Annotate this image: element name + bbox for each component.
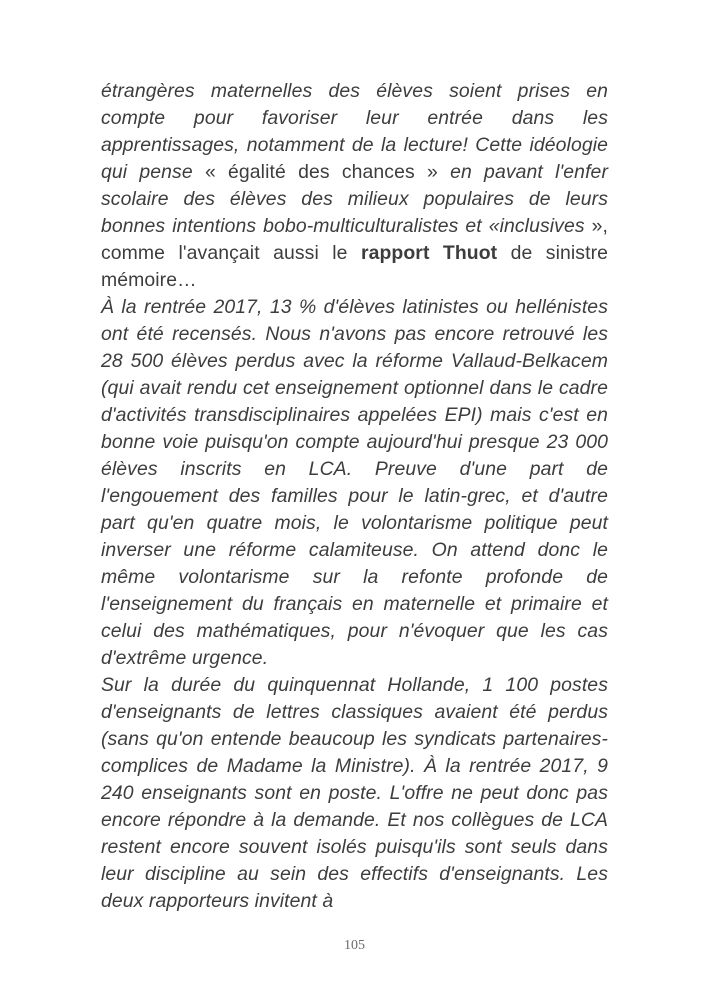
text-segment-roman: », comme l'avançait aussi le <box>101 215 609 264</box>
text-segment-bold: rapport Thuot <box>360 242 498 264</box>
paragraph <box>101 294 608 672</box>
text-segment-italic: Sur la durée du quinquennat Hollande, 1 100 postes d'enseignants de lettres classiques avaient été perdus (sans qu'on entende beaucoup les syndicats partenaires-complices de Madame la Ministre). À la rentrée 2017, 9 240 enseignants sont en poste. L'offre ne peut donc pas encore répondre à la demande. Et nos collègues de LCA restent encore souvent isolés puisqu'ils sont seuls dans leur discipline au sein des effectifs d'enseignants. Les deux rapporteurs invitent à <box>101 674 608 912</box>
text-segment-italic: étrangères maternelles des élèves soient prises en compte pour favoriser leur entrée dans les apprentissages, notamment de la lecture! Cette idéologie qui pense <box>101 80 608 183</box>
paragraph <box>101 78 608 294</box>
text-segment-italic: en pavant l'enfer scolaire des élèves des milieux populaires de leurs bonnes intentions bobo-multiculturalistes et «inclusives <box>101 161 608 237</box>
text-segment-roman: de sinistre mémoire… <box>101 242 609 291</box>
text-segment-roman: « égalité des chances » <box>204 161 438 183</box>
page-body-text <box>101 78 608 915</box>
paragraph <box>101 672 608 915</box>
page-number: 105 <box>344 938 365 953</box>
text-segment-italic: À la rentrée 2017, 13 % d'élèves latinistes ou hellénistes ont été recensés. Nous n'avons pas encore retrouvé les 28 500 élèves perdus avec la réforme Vallaud-Belkacem (qui avait rendu cet enseignement optionnel dans le cadre d'activités transdisciplinaires appelées EPI) mais c'est en bonne voie puisqu'on compte aujourd'hui presque 23 000 élèves inscrits en LCA. Preuve d'une part de l'engouement des familles pour le latin-grec, et d'autre part qu'en quatre mois, le volontarisme politique peut inverser une réforme calamiteuse. On attend donc le même volontarisme sur la refonte profonde de l'enseignement du français en maternelle et primaire et celui des mathématiques, pour n'évoquer que les cas d'extrême urgence. <box>101 296 608 669</box>
